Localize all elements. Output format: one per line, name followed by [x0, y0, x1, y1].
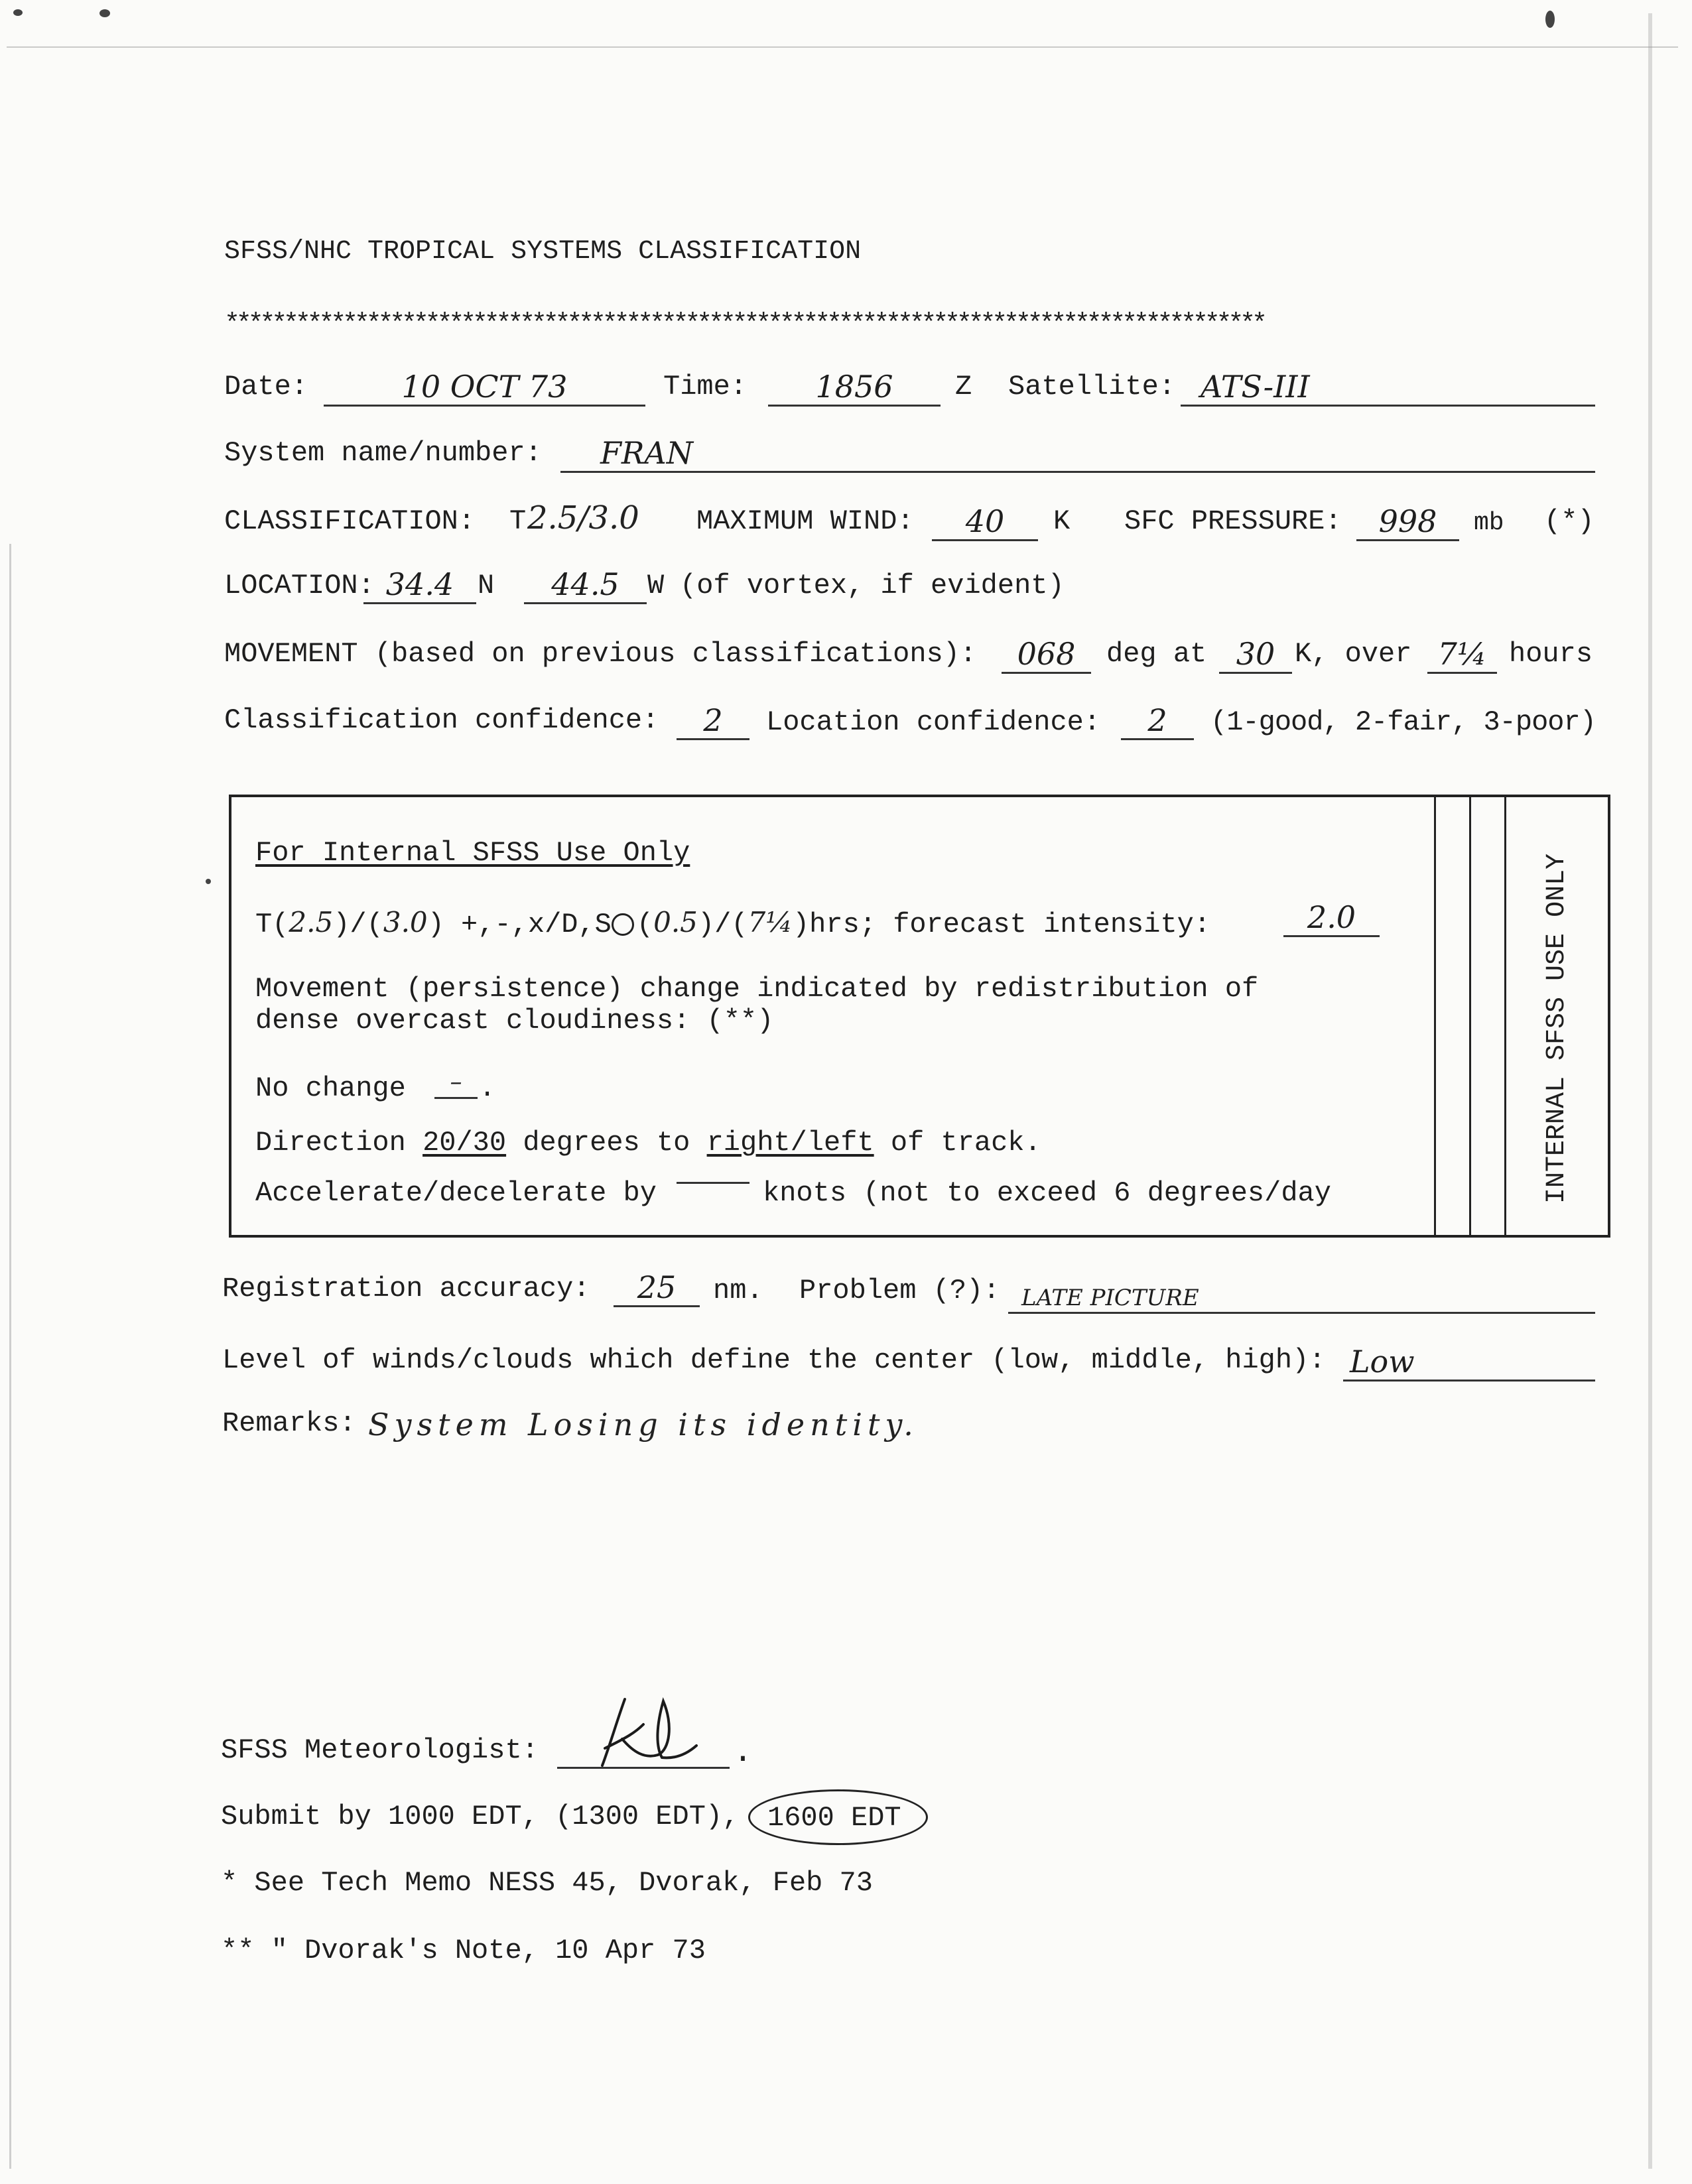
formula-t3: 0.5: [653, 906, 698, 938]
longitude-value: 44.5: [551, 566, 619, 602]
sfc-pressure-label: SFC PRESSURE:: [1124, 505, 1342, 537]
accelerate-field[interactable]: [677, 1182, 749, 1184]
registration-field[interactable]: [614, 1269, 700, 1307]
direction-text: degrees to: [523, 1127, 690, 1159]
direction-side: right/left: [706, 1127, 874, 1159]
footnote-dvorak-note: ** " Dvorak's Note, 10 Apr 73: [221, 1935, 706, 1966]
time-value: 1856: [815, 369, 893, 405]
time-label: Time:: [663, 371, 748, 403]
speck: [206, 879, 211, 884]
formula-t2: 3.0: [383, 906, 428, 938]
movement-hours-value: 7¼: [1437, 636, 1487, 672]
system-name-label: System name/number:: [224, 437, 542, 469]
formula-part: )/(: [697, 909, 748, 940]
classification-confidence-value: 2: [703, 702, 723, 738]
remarks-label: Remarks:: [222, 1407, 356, 1439]
movement-hours-field[interactable]: [1427, 636, 1497, 674]
sfc-pressure-value: 998: [1378, 503, 1437, 539]
movement-speed-field[interactable]: [1219, 636, 1292, 674]
location-label: LOCATION:: [224, 570, 375, 602]
movement-deg-at: deg at: [1106, 638, 1207, 670]
level-value: Low: [1350, 1344, 1415, 1380]
direction-text: Direction: [255, 1127, 406, 1159]
scan-edge-top: [7, 46, 1678, 48]
time-field[interactable]: [768, 371, 941, 407]
speck: [99, 9, 110, 17]
no-change-value: –: [450, 1068, 462, 1096]
accelerate-rest: knots (not to exceed 6 degrees/day: [763, 1177, 1331, 1209]
sfc-pressure-note: (*): [1544, 505, 1594, 537]
asterisk-rule: ****************************************************************************************: [224, 310, 1264, 340]
movement-direction-value: 068: [1017, 636, 1076, 672]
max-wind-field[interactable]: [932, 503, 1038, 541]
meteorologist-signature: [564, 1685, 736, 1771]
formula-t1: 2.5: [289, 906, 334, 938]
confidence-scale: (1-good, 2-fair, 3-poor): [1210, 706, 1596, 738]
classification-confidence-field[interactable]: [677, 702, 749, 740]
classification-t: T: [509, 505, 527, 537]
latitude-hemisphere: N: [478, 570, 495, 602]
location-confidence-label: Location confidence:: [766, 706, 1101, 738]
location-note: (of vortex, if evident): [680, 570, 1065, 602]
internal-box-divider: [1504, 796, 1506, 1235]
satellite-label: Satellite:: [1008, 371, 1176, 403]
satellite-value: ATS-III: [1201, 369, 1310, 405]
direction-degrees: 20/30: [423, 1127, 507, 1159]
registration-unit: nm.: [713, 1275, 763, 1307]
classification-value: 2.5/3.0: [527, 499, 639, 537]
satellite-field[interactable]: [1181, 371, 1595, 407]
internal-box-divider: [1434, 796, 1436, 1235]
movement-speed-unit: K, over: [1295, 638, 1412, 670]
movement-label: MOVEMENT (based on previous classifications):: [224, 638, 977, 670]
speck: [13, 9, 23, 16]
movement-direction-field[interactable]: [1002, 636, 1091, 674]
problem-label: Problem (?):: [799, 1275, 1000, 1307]
direction-text: of track.: [890, 1127, 1041, 1159]
formula-part: (: [636, 909, 654, 940]
movement-change-line1: Movement (persistence) change indicated by redistribution of: [255, 973, 1259, 1005]
date-field[interactable]: [324, 371, 645, 407]
submit-circled: 1600 EDT: [767, 1802, 901, 1834]
time-zone: Z: [955, 371, 972, 403]
latitude-field[interactable]: [363, 566, 476, 604]
location-confidence-value: 2: [1147, 702, 1167, 738]
max-wind-unit: K: [1053, 505, 1071, 537]
formula-part: ) +,-,x/D,S: [427, 909, 612, 940]
max-wind-label: MAXIMUM WIND:: [696, 505, 914, 537]
formula-t4: 7¼: [748, 906, 793, 938]
internal-heading: For Internal SFSS Use Only: [255, 837, 690, 869]
submit-circle: [748, 1789, 928, 1845]
problem-value: LATE PICTURE: [1021, 1285, 1199, 1311]
internal-box-divider: [1469, 796, 1471, 1235]
remarks-value: System Losing its identity.: [368, 1407, 919, 1443]
direction-line: [255, 1129, 1041, 1157]
latitude-value: 34.4: [385, 566, 454, 602]
no-change-field[interactable]: [434, 1069, 478, 1099]
problem-field[interactable]: [1008, 1279, 1595, 1314]
formula-circle: [612, 913, 634, 936]
footnote-tech-memo: * See Tech Memo NESS 45, Dvorak, Feb 73: [221, 1867, 873, 1899]
no-change-end: .: [479, 1072, 496, 1104]
registration-value: 25: [637, 1269, 677, 1305]
max-wind-value: 40: [965, 503, 1005, 539]
no-change-label: No change: [255, 1072, 406, 1104]
forecast-intensity-field[interactable]: [1283, 899, 1380, 937]
longitude-hemisphere: W: [647, 570, 665, 602]
sfc-pressure-field[interactable]: [1356, 503, 1459, 541]
sfc-pressure-unit: mb: [1474, 509, 1504, 537]
forecast-intensity-value: 2.0: [1307, 899, 1356, 935]
speck: [1545, 11, 1555, 28]
submit-text: Submit by 1000 EDT, (1300 EDT),: [221, 1801, 740, 1832]
longitude-field[interactable]: [524, 566, 647, 604]
level-field[interactable]: [1343, 1346, 1595, 1381]
registration-label: Registration accuracy:: [222, 1273, 590, 1305]
meteorologist-end: .: [733, 1734, 753, 1771]
formula-part: )hrs; forecast intensity:: [792, 909, 1211, 940]
date-label: Date:: [224, 371, 308, 403]
form-title: SFSS/NHC TROPICAL SYSTEMS CLASSIFICATION: [224, 237, 862, 267]
formula-part: )/(: [333, 909, 383, 940]
internal-formula: [255, 906, 1211, 940]
system-name-value: FRAN: [600, 435, 694, 471]
classification-confidence-label: Classification confidence:: [224, 704, 659, 736]
accelerate-label: Accelerate/decelerate by: [255, 1177, 657, 1209]
location-confidence-field[interactable]: [1121, 702, 1194, 740]
movement-speed-value: 30: [1236, 636, 1275, 672]
formula-part: T(: [255, 909, 289, 940]
scan-edge-right: [1648, 13, 1652, 2169]
movement-change-line2: dense overcast cloudiness: (**): [255, 1005, 774, 1037]
system-name-field[interactable]: [560, 435, 1595, 473]
internal-use-side-label: INTERNAL SFSS USE ONLY: [1542, 853, 1572, 1204]
date-value: 10 OCT 73: [401, 369, 568, 405]
meteorologist-label: SFSS Meteorologist:: [221, 1734, 539, 1766]
movement-hours-label: hours: [1509, 638, 1593, 670]
classification-label: CLASSIFICATION:: [224, 505, 476, 537]
level-label: Level of winds/clouds which define the center (low, middle, high):: [222, 1344, 1326, 1376]
scan-edge-left: [9, 544, 11, 2169]
